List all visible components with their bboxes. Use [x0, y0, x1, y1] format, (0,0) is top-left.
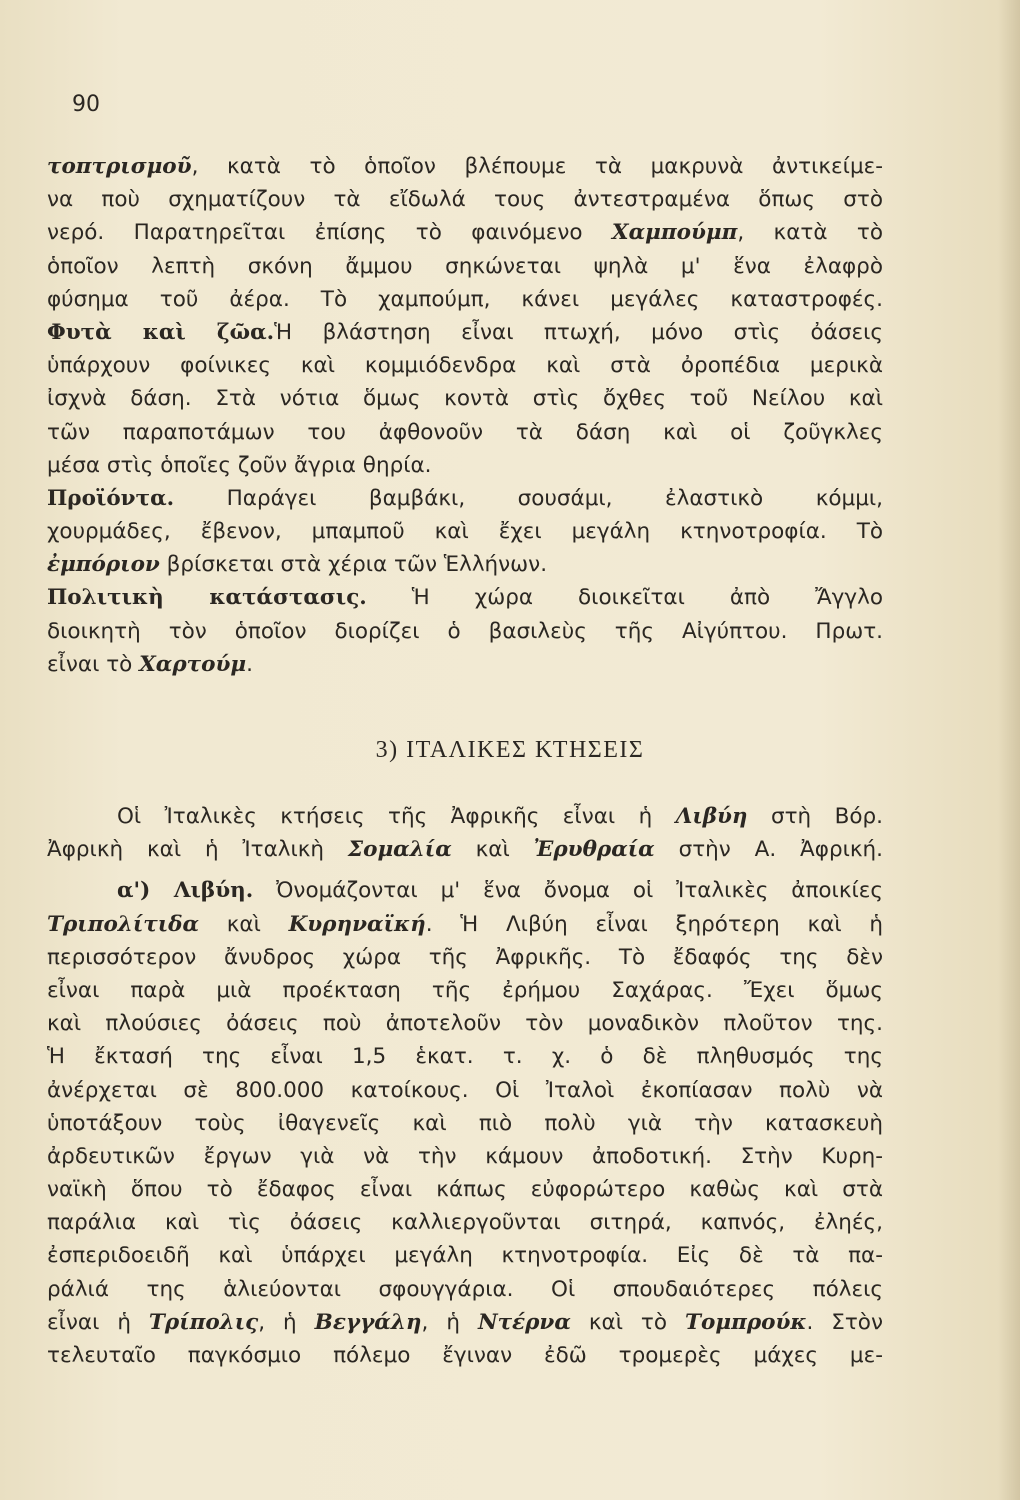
subheading-products: Προϊόντα. [47, 485, 175, 511]
text-line: φύσημα τοῦ ἀέρα. Τὸ χαμπούμπ, κάνει μεγάλες καταστροφές. [47, 286, 883, 312]
text-line: χουρμάδες, ἔβενον, μπαμποῦ καὶ ἔχει μεγάλη κτηνοτροφία. Τὸ [47, 519, 883, 545]
text-line: Φυτὰ καὶ ζῶα.Ἡ βλάστηση εἶναι πτωχή, μόνο στὶς ὀάσεις [47, 319, 883, 345]
text-line: εἶναι τὸ Χαρτούμ. [47, 651, 253, 677]
subheading-political-situation: Πολιτικὴ κατάστασις. [47, 585, 367, 611]
text-line: Ἀφρικὴ καὶ ἡ Ἰταλικὴ Σομαλία καὶ Ἐρυθραία στὴν Α. Ἀφρική. [47, 837, 883, 863]
text-line: μέσα στὶς ὁποῖες ζοῦν ἄγρια θηρία. [47, 452, 432, 478]
text-line: καὶ πλούσιες ὀάσεις ποὺ ἀποτελοῦν τὸν μοναδικὸν πλοῦτον της. [47, 1011, 883, 1037]
text-line: νερό. Παρατηρεῖται ἐπίσης τὸ φαινόμενο Χαμπούμπ, κατὰ τὸ [47, 220, 883, 246]
text-line: ράλιά της ἁλιεύονται σφουγγάρια. Οἱ σπουδαιότερες πόλεις [47, 1276, 883, 1302]
text-line: τῶν παραποτάμων του ἀφθονοῦν τὰ δάση καὶ οἱ ζοῦγκλες [47, 419, 883, 445]
text-line: ἐσπεριδοειδῆ καὶ ὑπάρχει μεγάλη κτηνοτροφία. Εἰς δὲ τὰ πα- [47, 1243, 883, 1269]
text-line: τελευταῖο παγκόσμιο πόλεμο ἔγιναν ἐδῶ τρομερὲς μάχες με- [47, 1343, 883, 1368]
text-line: ὁποῖον λεπτὴ σκόνη ἄμμου σηκώνεται ψηλὰ μ' ἕνα ἐλαφρὸ [47, 253, 883, 279]
text-line: α') Λιβύη. Ὀνομάζονται μ' ἕνα ὄνομα οἱ Ἰταλικὲς ἀποικίες [117, 878, 883, 904]
text-line: ὑπάρχουν φοίνικες καὶ κομμιόδενδρα καὶ στὰ ὀροπέδια μερικὰ [47, 353, 883, 379]
page-number: 90 [72, 92, 100, 117]
body-text-top [47, 150, 883, 681]
text-line: να ποὺ σχηματίζουν τὰ εἴδωλά τους ἀντεστραμένα ὅπως στὸ [47, 187, 883, 213]
text-line: εἶναι ἡ Τρίπολις, ἡ Βεγγάλη, ἡ Ντέρνα καὶ τὸ Τομπρούκ. Στὸν [47, 1309, 883, 1335]
text-line: εἶναι παρὰ μιὰ προέκταση τῆς ἐρήμου Σαχάρας. Ἔχει ὅμως [47, 977, 883, 1003]
text-line: ἀνέρχεται σὲ 800.000 κατοίκους. Οἱ Ἰταλοὶ ἐκοπίασαν πολὺ νὰ [47, 1077, 883, 1103]
text-line: ἀρδευτικῶν ἔργων γιὰ νὰ τὴν κάμουν ἀποδοτική. Στὴν Κυρη- [47, 1143, 883, 1169]
text-line: ἰσχνὰ δάση. Στὰ νότια ὅμως κοντὰ στὶς ὄχθες τοῦ Νείλου καὶ [47, 386, 883, 412]
text-line: Προϊόντα. Παράγει βαμβάκι, σουσάμι, ἐλαστικὸ κόμμι, [47, 485, 883, 511]
section-title: 3) ΙΤΑΛΙΚΕΣ ΚΤΗΣΕΙΣ [375, 737, 645, 763]
text-line: περισσότερον ἄνυδρος χώρα τῆς Ἀφρικῆς. Τὸ ἔδαφός της δὲν [47, 944, 883, 970]
subheading-plants-animals: Φυτὰ καὶ ζῶα. [47, 319, 275, 345]
text-line: διοικητὴ τὸν ὁποῖον διορίζει ὁ βασιλεὺς τῆς Αἰγύπτου. Πρωτ. [47, 618, 883, 644]
text-line: Τριπολίτιδα καὶ Κυρηναϊκή. Ἡ Λιβύη εἶναι ξηρότερη καὶ ἡ [47, 911, 883, 937]
text-line: τοπτρισμοῦ, κατὰ τὸ ὁποῖον βλέπουμε τὰ μακρυνὰ ἀντικείμε- [47, 154, 883, 179]
text-line: παράλια καὶ τὶς ὀάσεις καλλιεργοῦνται σιτηρά, καπνός, ἐληές, [47, 1210, 883, 1236]
text-line: ναϊκὴ ὅπου τὸ ἔδαφος εἶναι κάπως εὐφορώτερο καθὼς καὶ στὰ [47, 1177, 883, 1203]
subheading-libya: α') Λιβύη. [117, 878, 254, 904]
text-line: ὑποτάξουν τοὺς ἰθαγενεῖς καὶ πιὸ πολὺ γιὰ τὴν κατασκευὴ [47, 1110, 883, 1136]
text-line: ἐμπόριον βρίσκεται στὰ χέρια τῶν Ἑλλήνων. [47, 552, 548, 578]
text-line: Ἡ ἔκτασή της εἶναι 1,5 ἑκατ. τ. χ. ὁ δὲ πληθυσμός της [47, 1044, 883, 1070]
text-line: Οἱ Ἰταλικὲς κτήσεις τῆς Ἀφρικῆς εἶναι ἡ Λιβύη στὴ Βόρ. [117, 804, 883, 829]
body-text-bottom [47, 800, 883, 1372]
text-line: Πολιτικὴ κατάστασις. Ἡ χώρα διοικεῖται ἀπὸ Ἄγγλο [47, 585, 884, 611]
